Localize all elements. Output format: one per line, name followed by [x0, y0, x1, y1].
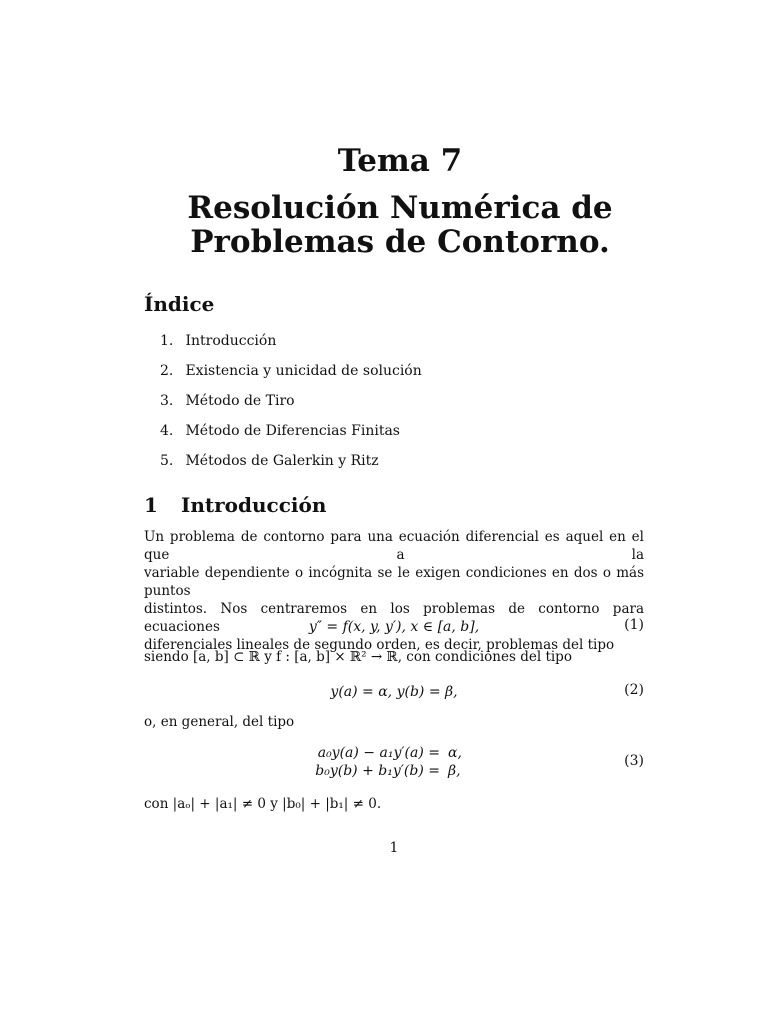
- equation-3-number: (3): [624, 753, 644, 769]
- boundary-text: siendo [a, b] ⊂ ℝ y f : [a, b] × ℝ² → ℝ, con condiciones del tipo: [144, 649, 572, 665]
- equation-2: y(a) = α, y(b) = β,: [330, 684, 458, 700]
- section-number: 1: [144, 493, 158, 517]
- toc-item-number: 4.: [160, 423, 174, 439]
- toc-item-number: 1.: [160, 333, 174, 349]
- condition-text: con |aₒ| + |a₁| ≠ 0 y |b₀| + |b₁| ≠ 0.: [144, 796, 382, 812]
- equation-2-row: [144, 681, 644, 701]
- equation-3-row-1-rhs: α,: [448, 745, 462, 761]
- toc-item: [160, 420, 422, 450]
- equation-2-number: (2): [624, 682, 644, 698]
- equation-3-row-2: [285, 762, 461, 780]
- toc-item-number: 2.: [160, 363, 174, 379]
- title-line-3: Problemas de Contorno.: [190, 224, 610, 260]
- toc-item-number: 3.: [160, 393, 174, 409]
- toc-item-label: Introducción: [185, 333, 277, 349]
- title-line-1: Tema 7: [337, 143, 463, 179]
- paragraph-line: distintos. Nos centraremos en los problemas de contorno para ecuaciones: [144, 601, 644, 635]
- section-title: Introducción: [181, 493, 327, 517]
- equation-3-row-1-lhs: a₀y(a) − a₁y′(a) =: [317, 745, 440, 761]
- page-number: 1: [389, 840, 399, 856]
- toc-item-number: 5.: [160, 453, 174, 469]
- equation-3-row-1: [285, 744, 462, 762]
- paragraph-line: Un problema de contorno para una ecuación diferencial es aquel en el que a la: [144, 529, 644, 563]
- title-line-2: Resolución Numérica de: [187, 190, 613, 226]
- toc-item-label: Métodos de Galerkin y Ritz: [185, 453, 379, 469]
- general-text: o, en general, del tipo: [144, 714, 295, 730]
- toc-item: [160, 330, 422, 360]
- equation-1-row: [144, 616, 644, 636]
- toc-heading: Índice: [144, 292, 215, 316]
- paragraph-line: variable dependiente o incógnita se le exigen condiciones en dos o más puntos: [144, 565, 644, 599]
- toc-item: [160, 390, 422, 420]
- toc-item-label: Método de Diferencias Finitas: [185, 423, 400, 439]
- paragraph-line: diferenciales lineales de segundo orden, es decir, problemas del tipo: [144, 637, 615, 653]
- toc-item-label: Método de Tiro: [185, 393, 295, 409]
- equation-3-row-2-lhs: b₀y(b) + b₁y′(b) =: [315, 763, 440, 779]
- equation-1: y″ = f(x, y, y′), x ∈ [a, b],: [308, 619, 480, 635]
- toc-item: [160, 360, 422, 390]
- equation-1-number: (1): [624, 617, 644, 633]
- toc-item: [160, 450, 422, 480]
- toc-item-label: Existencia y unicidad de solución: [185, 363, 422, 379]
- section-heading: [144, 493, 326, 517]
- equation-3-row-2-rhs: β,: [448, 763, 461, 779]
- toc-list: [160, 330, 422, 480]
